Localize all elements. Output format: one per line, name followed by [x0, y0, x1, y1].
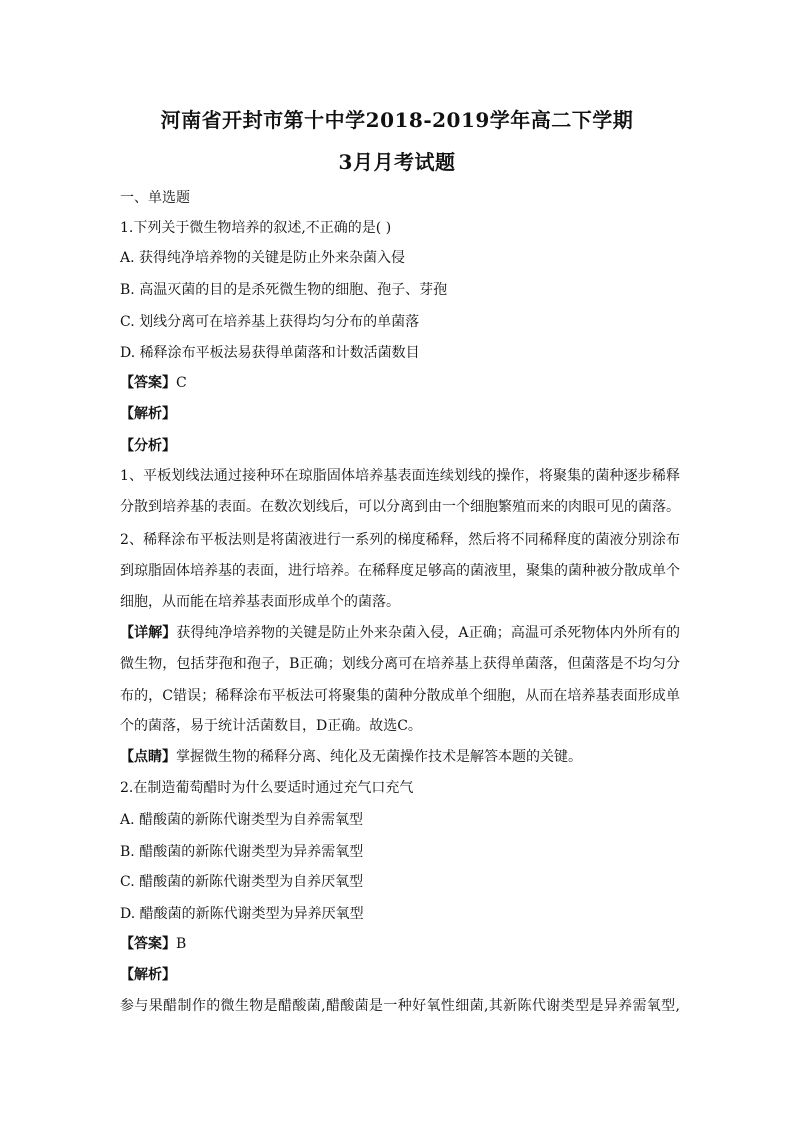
question-2-option-b: B. 醋酸菌的新陈代谢类型为异养需氧型 [120, 844, 364, 860]
question-1-stem: 1.下列关于微生物培养的叙述,不正确的是( ) [120, 220, 392, 236]
answer-value: C [176, 375, 187, 391]
question-2-analysis-label: 【解析】 [120, 967, 176, 983]
detail-text-1: 获得纯净培养物的关键是防止外来杂菌入侵，A正确；高温可杀死物体内外所有的 [176, 625, 681, 641]
question-2-answer [120, 934, 680, 954]
question-1-tip [120, 747, 680, 767]
question-1-option-a: A. 获得纯净培养物的关键是防止外来杂菌入侵 [120, 250, 406, 266]
answer-value: B [176, 936, 187, 952]
question-2-stem: 2.在制造葡萄醋时为什么要适时通过充气口充气 [120, 780, 414, 796]
question-2-option-a: A. 醋酸菌的新陈代谢类型为自养需氧型 [120, 812, 364, 828]
fenxi-line-5: 细胞，从而能在培养基表面形成单个的菌落。 [120, 594, 400, 610]
detail-line-3: 布的，C错误；稀释涂布平板法可将聚集的菌种分散成单个细胞，从而在培养基表面形成单 [120, 688, 680, 704]
answer-label: 【答案】 [120, 375, 176, 391]
fenxi-line-2: 分散到培养基的表面。在数次划线后，可以分离到由一个细胞繁殖而来的肉眼可见的菌落。 [120, 499, 680, 515]
fenxi-line-3: 2、稀释涂布平板法则是将菌液进行一系列的梯度稀释，然后将不同稀释度的菌液分别涂布 [120, 532, 680, 548]
document-title-line1: 河南省开封市第十中学2018-2019学年高二下学期 [160, 108, 634, 132]
tip-text: 掌握微生物的稀释分离、纯化及无菌操作技术是解答本题的关键。 [176, 749, 582, 765]
detail-line-1 [120, 623, 680, 643]
question-2-option-d: D. 醋酸菌的新陈代谢类型为异养厌氧型 [120, 906, 364, 922]
fenxi-line-4: 到琼脂固体培养基的表面，进行培养。在稀释度足够高的菌液里，聚集的菌种被分散成单个 [120, 563, 680, 579]
question-1-option-c: C. 划线分离可在培养基上获得均匀分布的单菌落 [120, 314, 420, 330]
document-title-line2: 3月月考试题 [338, 150, 456, 174]
question-2-option-c: C. 醋酸菌的新陈代谢类型为自养厌氧型 [120, 874, 364, 890]
question-1-option-b: B. 高温灭菌的目的是杀死微生物的细胞、孢子、芽孢 [120, 282, 448, 298]
question-2-analysis-line: 参与果醋制作的微生物是醋酸菌,醋酸菌是一种好氧性细菌,其新陈代谢类型是异养需氧型, [120, 998, 680, 1014]
section-heading: 一、单选题 [120, 190, 190, 206]
question-1-fenxi-label: 【分析】 [120, 438, 176, 454]
detail-label: 【详解】 [120, 625, 177, 641]
question-1-answer [120, 373, 680, 393]
tip-label: 【点睛】 [120, 749, 176, 765]
question-1-analysis-label: 【解析】 [120, 406, 176, 422]
answer-label: 【答案】 [120, 936, 176, 952]
question-1-option-d: D. 稀释涂布平板法易获得单菌落和计数活菌数目 [120, 345, 420, 361]
detail-line-4: 个的菌落，易于统计活菌数目，D正确。故选C。 [120, 718, 422, 734]
detail-line-2: 微生物，包括芽孢和孢子，B正确；划线分离可在培养基上获得单菌落，但菌落是不均匀分 [120, 656, 680, 672]
fenxi-line-1: 1、平板划线法通过接种环在琼脂固体培养基表面连续划线的操作，将聚集的菌种逐步稀释 [120, 468, 680, 484]
